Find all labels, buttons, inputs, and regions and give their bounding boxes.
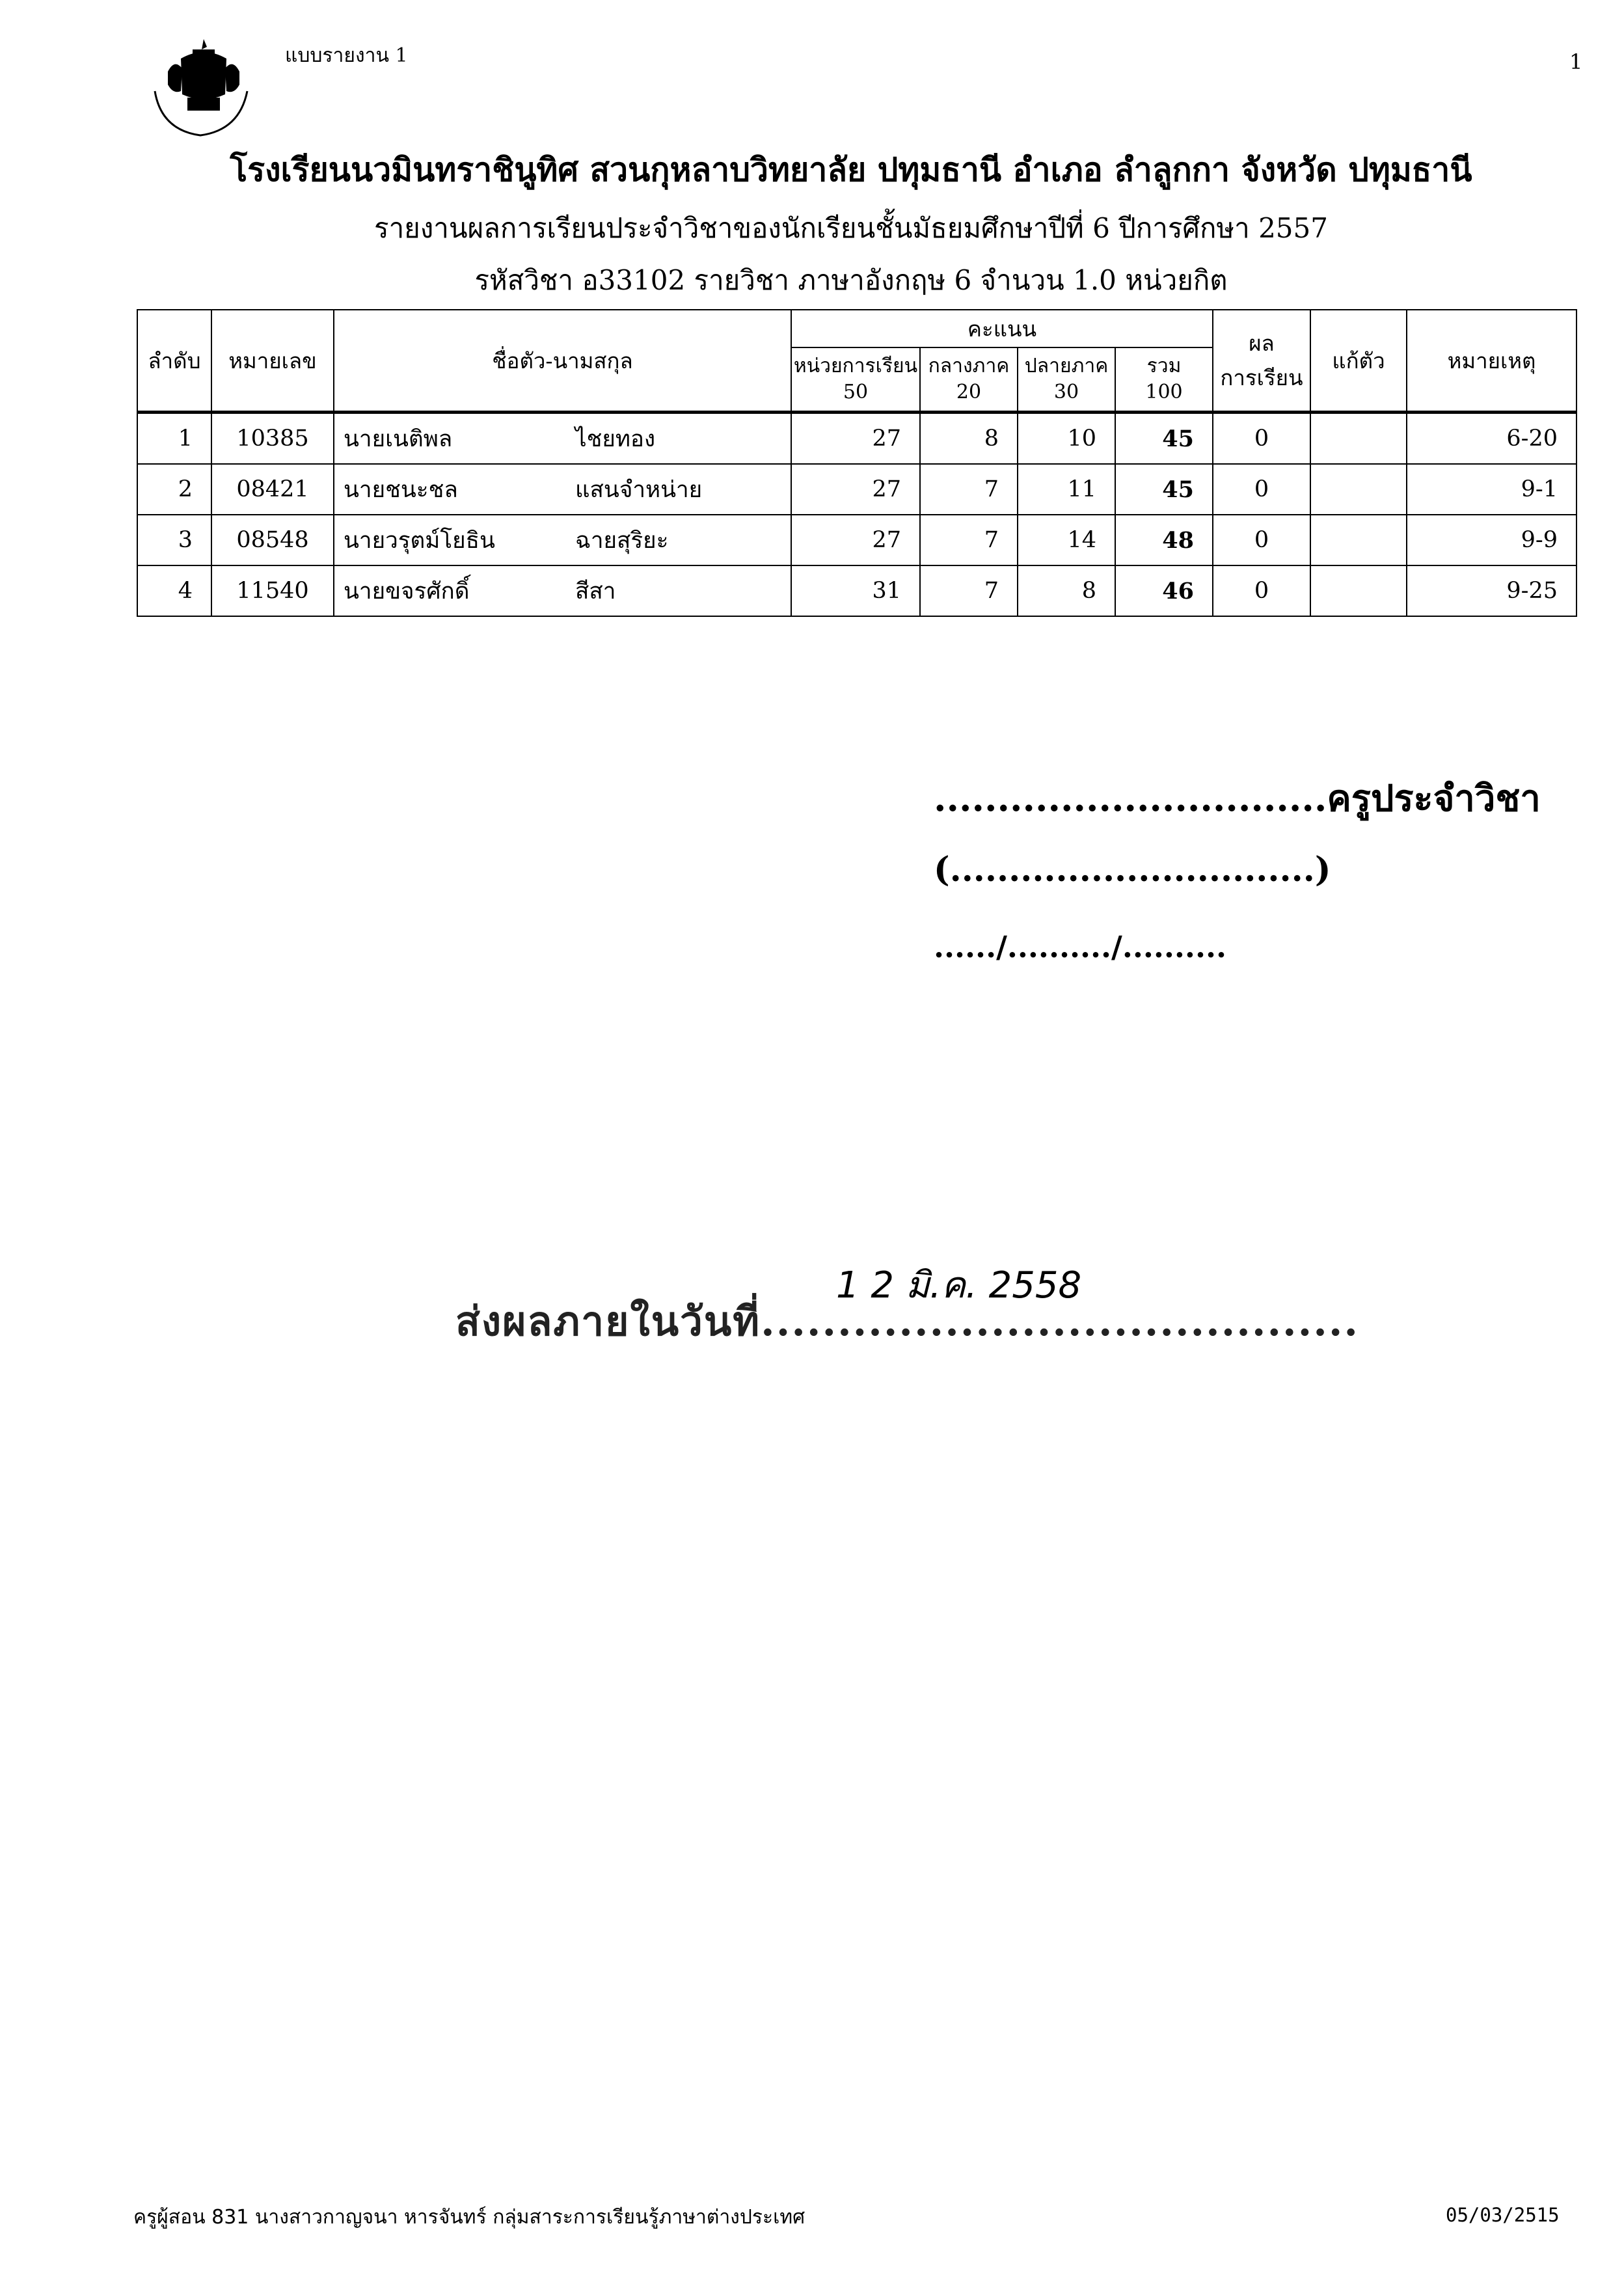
row-unit: 27 bbox=[791, 413, 920, 465]
row-total: 46 bbox=[1115, 565, 1213, 616]
header-midterm-label: กลางภาค bbox=[928, 355, 1010, 377]
form-label: แบบรายงาน 1 bbox=[285, 44, 408, 67]
row-name bbox=[334, 464, 791, 515]
header-final-max: 30 bbox=[1053, 381, 1079, 403]
header-result-top: ผล bbox=[1249, 331, 1275, 356]
row-midterm: 7 bbox=[920, 515, 1018, 565]
header-unit bbox=[791, 347, 920, 413]
grades-table bbox=[137, 309, 1577, 617]
row-last-name: ไชยทอง bbox=[575, 426, 656, 452]
row-correction bbox=[1310, 515, 1407, 565]
row-midterm: 7 bbox=[920, 464, 1018, 515]
row-first-name: นายวรุตม์โยธิน bbox=[344, 527, 495, 554]
row-result: 0 bbox=[1213, 464, 1310, 515]
row-result: 0 bbox=[1213, 515, 1310, 565]
row-unit: 27 bbox=[791, 515, 920, 565]
row-name bbox=[334, 413, 791, 465]
header-unit-label: หน่วยการเรียน bbox=[793, 355, 918, 377]
header-total bbox=[1115, 347, 1213, 413]
header-score-group: คะแนน bbox=[791, 310, 1213, 347]
handwritten-date: 1 2 มิ.ค. 2558 bbox=[836, 1264, 1082, 1307]
school-title: โรงเรียนนวมินทราชินูทิศ สวนกุหลาบวิทยาลัย ปทุมธานี อำเภอ ลำลูกกา จังหวัด ปทุมธานี bbox=[230, 150, 1472, 189]
header-result bbox=[1213, 310, 1310, 413]
row-final: 8 bbox=[1018, 565, 1115, 616]
row-id: 08548 bbox=[211, 515, 334, 565]
row-id: 10385 bbox=[211, 413, 334, 465]
header-name: ชื่อตัว-นามสกุล bbox=[334, 310, 791, 413]
header-order: ลำดับ bbox=[137, 310, 211, 413]
row-remark: 6-20 bbox=[1407, 413, 1577, 465]
row-first-name: นายชนะชล bbox=[344, 476, 458, 503]
table-row bbox=[137, 413, 1577, 465]
signature-date-line: ....../........../.......... bbox=[934, 929, 1226, 964]
page-number: 1 bbox=[1569, 49, 1583, 74]
header-midterm bbox=[920, 347, 1018, 413]
header-total-max: 100 bbox=[1145, 381, 1183, 403]
header-result-bottom: การเรียน bbox=[1220, 365, 1303, 390]
row-name bbox=[334, 515, 791, 565]
header-remark: หมายเหตุ bbox=[1407, 310, 1577, 413]
row-order: 1 bbox=[137, 413, 211, 465]
header-midterm-max: 20 bbox=[956, 381, 982, 403]
submission-stamp: ส่งผลภายในวันที่....................................... bbox=[455, 1297, 1359, 1345]
row-correction bbox=[1310, 413, 1407, 465]
row-final: 14 bbox=[1018, 515, 1115, 565]
row-midterm: 8 bbox=[920, 413, 1018, 465]
header-unit-max: 50 bbox=[843, 381, 869, 403]
row-order: 4 bbox=[137, 565, 211, 616]
row-id: 11540 bbox=[211, 565, 334, 616]
teacher-signature-line: ...............................ครูประจำวิชา bbox=[934, 777, 1541, 820]
row-final: 11 bbox=[1018, 464, 1115, 515]
row-total: 48 bbox=[1115, 515, 1213, 565]
teacher-name-line: (...............................) bbox=[934, 850, 1331, 890]
row-order: 2 bbox=[137, 464, 211, 515]
header-total-label: รวม bbox=[1146, 355, 1182, 377]
header-id: หมายเลข bbox=[211, 310, 334, 413]
row-result: 0 bbox=[1213, 565, 1310, 616]
row-last-name: ฉายสุริยะ bbox=[575, 527, 669, 554]
table-row bbox=[137, 515, 1577, 565]
row-result: 0 bbox=[1213, 413, 1310, 465]
row-order: 3 bbox=[137, 515, 211, 565]
table-row bbox=[137, 565, 1577, 616]
footer-teacher-info: ครูผู้สอน 831 นางสาวกาญจนา หารจันทร์ กลุ่มสาระการเรียนรู้ภาษาต่างประเทศ bbox=[133, 2206, 805, 2229]
row-last-name: แสนจำหน่าย bbox=[575, 476, 703, 503]
row-correction bbox=[1310, 565, 1407, 616]
row-unit: 27 bbox=[791, 464, 920, 515]
row-remark: 9-1 bbox=[1407, 464, 1577, 515]
row-total: 45 bbox=[1115, 464, 1213, 515]
row-final: 10 bbox=[1018, 413, 1115, 465]
header-final bbox=[1018, 347, 1115, 413]
header-final-label: ปลายภาค bbox=[1024, 355, 1109, 377]
row-id: 08421 bbox=[211, 464, 334, 515]
row-name bbox=[334, 565, 791, 616]
row-remark: 9-9 bbox=[1407, 515, 1577, 565]
subject-title: รหัสวิชา อ33102 รายวิชา ภาษาอังกฤษ 6 จำนวน 1.0 หน่วยกิต bbox=[474, 264, 1228, 296]
row-unit: 31 bbox=[791, 565, 920, 616]
row-first-name: นายขจรศักดิ์ bbox=[344, 578, 470, 604]
table-row bbox=[137, 464, 1577, 515]
row-last-name: สีสา bbox=[575, 578, 616, 604]
report-title: รายงานผลการเรียนประจำวิชาของนักเรียนชั้นมัธยมศึกษาปีที่ 6 ปีการศึกษา 2557 bbox=[374, 212, 1328, 244]
row-midterm: 7 bbox=[920, 565, 1018, 616]
row-total: 45 bbox=[1115, 413, 1213, 465]
footer-print-date: 05/03/2515 bbox=[1446, 2204, 1560, 2226]
row-first-name: นายเนติพล bbox=[344, 426, 453, 452]
header-correction: แก้ตัว bbox=[1310, 310, 1407, 413]
school-emblem-icon bbox=[142, 33, 259, 143]
row-remark: 9-25 bbox=[1407, 565, 1577, 616]
row-correction bbox=[1310, 464, 1407, 515]
